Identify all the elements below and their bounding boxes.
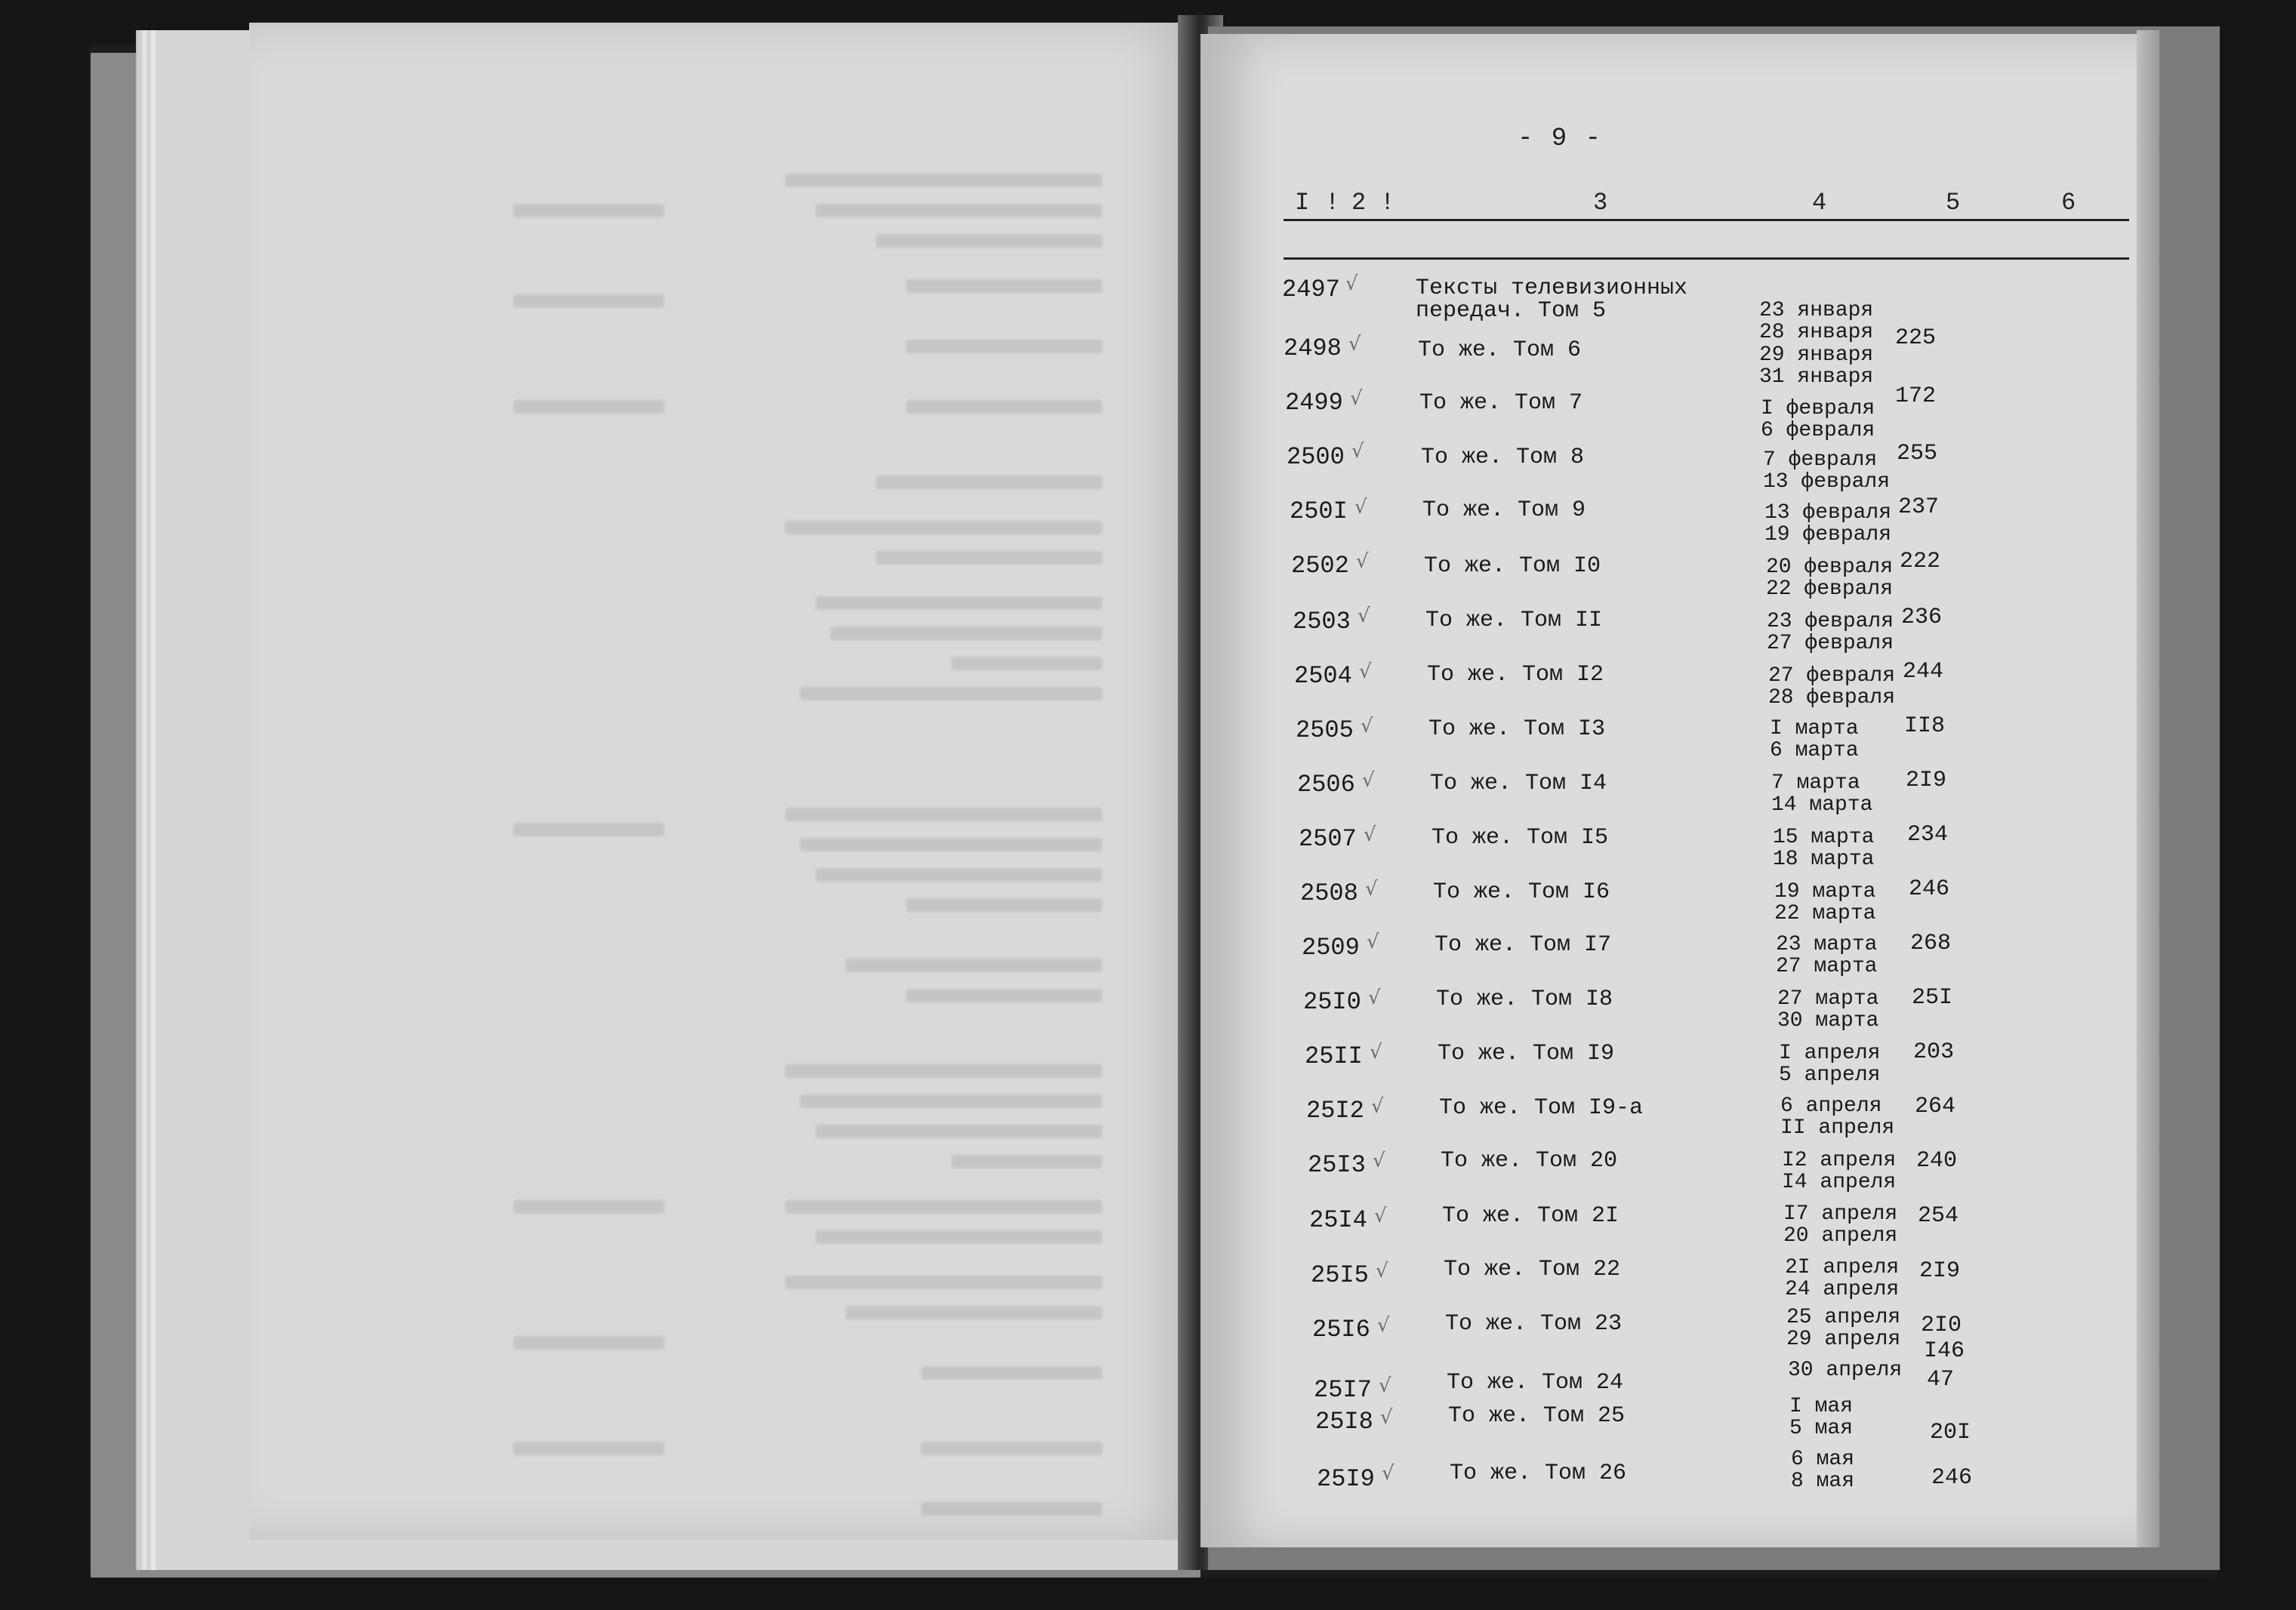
date-start: I7 апреля [1783, 1202, 1898, 1226]
sheet-count: 255 [1897, 441, 1938, 466]
file-number: 2499 [1285, 389, 1343, 417]
file-title: То же. Том I8 [1436, 987, 1613, 1012]
check-mark-icon: √ [1361, 715, 1373, 737]
sheet-count: 2I9 [1906, 768, 1947, 793]
file-title: То же. Том I7 [1435, 932, 1612, 958]
date-start: 25 апреля [1786, 1306, 1901, 1329]
column-header-5: 5 [1946, 189, 1961, 217]
check-mark-icon: √ [1382, 1462, 1395, 1485]
sheet-count: 47 [1927, 1367, 1955, 1393]
sheet-count: 244 [1903, 659, 1944, 685]
date-end: 29 апреля [1786, 1328, 1901, 1351]
file-title: То же. Том 23 [1445, 1311, 1623, 1337]
file-title: То же. Том 8 [1421, 445, 1585, 470]
column-header-6: 6 [2061, 189, 2076, 217]
date-end: 27 марта [1776, 955, 1878, 978]
date-end: I4 апреля [1782, 1171, 1897, 1194]
date-start: 15 марта [1773, 826, 1875, 849]
date-start: 20 февраля [1766, 556, 1894, 579]
date-start: I мая [1789, 1395, 1854, 1418]
date-start: 27 марта [1777, 987, 1879, 1011]
date-end: 19 февраля [1764, 523, 1892, 546]
file-title: То же. Том 24 [1447, 1370, 1624, 1396]
check-mark-icon: √ [1373, 1150, 1385, 1172]
table-row [1200, 822, 2137, 879]
sheet-count: 25I [1912, 985, 1953, 1011]
file-number: 250I [1290, 497, 1348, 525]
file-number: 2507 [1299, 825, 1357, 853]
table-row [1200, 1202, 2137, 1261]
table-row [1200, 1148, 2137, 1205]
left-page [249, 23, 1193, 1540]
check-mark-icon: √ [1351, 440, 1364, 463]
date-end: 24 апреля [1785, 1278, 1900, 1301]
sheet-count: 222 [1900, 549, 1941, 574]
date-end: 22 февраля [1766, 577, 1894, 601]
sheet-count: 172 [1895, 383, 1937, 409]
table-row [1200, 713, 2137, 771]
sheet-count: 268 [1910, 931, 1952, 956]
file-number: 25I0 [1303, 988, 1361, 1016]
date-start: 7 февраля [1763, 448, 1878, 472]
file-number: 2502 [1291, 552, 1349, 580]
sheet-count: 254 [1918, 1203, 1959, 1229]
file-number: 25I5 [1311, 1261, 1369, 1289]
sheet-count: 264 [1915, 1094, 1956, 1119]
file-number: 25I3 [1308, 1151, 1366, 1179]
date-end: 18 марта [1773, 848, 1875, 871]
check-mark-icon: √ [1348, 333, 1361, 356]
table-row [1200, 931, 2137, 988]
date-end: 28 февраля [1768, 686, 1896, 710]
sheet-count: 240 [1916, 1148, 1958, 1174]
check-mark-icon: √ [1354, 496, 1367, 519]
check-mark-icon: √ [1358, 605, 1370, 627]
date-end: 5 мая [1789, 1417, 1854, 1440]
date-end: 27 февраля [1767, 632, 1894, 655]
date-end: 28 января [1759, 321, 1874, 344]
check-mark-icon: √ [1356, 550, 1369, 573]
file-title: То же. Том I2 [1427, 662, 1604, 688]
sheet-count: II8 [1904, 713, 1946, 739]
file-title: То же. Том 20 [1441, 1148, 1618, 1174]
column-header-2: 2 [1351, 189, 1367, 217]
date-start: 7 марта [1771, 771, 1860, 795]
column-header-3: 3 [1593, 189, 1608, 217]
table-row [1200, 1306, 2137, 1370]
table-row [1200, 1039, 2137, 1097]
table-row [1200, 659, 2137, 716]
check-mark-icon: √ [1367, 931, 1379, 953]
file-title: То же. Том 7 [1419, 390, 1583, 416]
check-mark-icon: √ [1370, 1041, 1382, 1064]
check-mark-icon: √ [1365, 878, 1378, 900]
file-title: То же. Том I9 [1438, 1041, 1615, 1067]
file-title: Тексты телевизионных [1416, 276, 1688, 301]
table-row [1200, 1256, 2137, 1316]
header-top-rule [1284, 219, 2129, 221]
table-row [1200, 440, 2137, 497]
file-title: То же. Том 25 [1448, 1403, 1626, 1429]
date-start: 27 февраля [1768, 664, 1896, 688]
file-title: То же. Том 6 [1418, 337, 1582, 363]
file-number: 2508 [1300, 879, 1358, 907]
date-start: 30 апреля [1788, 1359, 1903, 1382]
check-mark-icon: √ [1377, 1314, 1390, 1337]
header-bottom-rule [1284, 257, 2129, 260]
sheet-count: 203 [1913, 1039, 1955, 1065]
table-row [1200, 549, 2137, 606]
date-end: 5 апреля [1779, 1064, 1881, 1087]
file-number: 2506 [1297, 771, 1355, 799]
table-row [1200, 494, 2137, 552]
file-title: То же. Том I9-а [1439, 1095, 1644, 1121]
sheet-count: 237 [1898, 494, 1940, 520]
sheet-count: 225 [1895, 325, 1937, 351]
date-start: 19 марта [1774, 880, 1876, 904]
file-number: 2498 [1284, 334, 1342, 362]
file-number: 25II [1305, 1042, 1363, 1070]
file-number: 25I2 [1306, 1097, 1364, 1125]
table-row [1200, 768, 2137, 825]
date-start: I марта [1770, 717, 1859, 740]
date-end: II апреля [1780, 1116, 1895, 1140]
check-mark-icon: √ [1380, 1406, 1393, 1429]
file-title: То же. Том II [1425, 608, 1603, 633]
sheet-count: 246 [1909, 876, 1950, 902]
date-end: 14 марта [1771, 793, 1873, 817]
file-number: 2503 [1293, 608, 1351, 636]
date-start: I апреля [1779, 1042, 1881, 1065]
check-mark-icon: √ [1345, 272, 1358, 295]
sheet-count-extra: 246 [1931, 1465, 1973, 1491]
file-number: 2497 [1282, 276, 1340, 303]
check-mark-icon: √ [1368, 987, 1381, 1009]
date-start: 29 января [1759, 343, 1874, 367]
check-mark-icon: √ [1362, 769, 1375, 792]
file-title: То же. Том I5 [1432, 825, 1609, 851]
page-number: - 9 - [1518, 125, 1603, 153]
date-start: 6 апреля [1780, 1094, 1882, 1118]
right-page [1200, 34, 2137, 1547]
table-row [1200, 985, 2137, 1042]
check-mark-icon: √ [1379, 1375, 1391, 1397]
file-number: 25I8 [1315, 1408, 1373, 1436]
file-number: 25I6 [1312, 1316, 1370, 1344]
file-number: 25I4 [1309, 1206, 1367, 1234]
file-title: То же. Том I6 [1433, 879, 1610, 905]
date-end: 31 января [1759, 365, 1874, 389]
date-end: 6 февраля [1761, 419, 1875, 442]
table-row [1200, 383, 2137, 443]
sheet-count: 234 [1907, 822, 1949, 848]
file-title: То же. Том I4 [1430, 771, 1607, 796]
sheet-count: 2I9 [1919, 1258, 1961, 1284]
file-title: То же. Том I0 [1424, 553, 1601, 579]
sheet-count: 20I [1930, 1420, 1971, 1445]
check-mark-icon: √ [1371, 1095, 1384, 1118]
date-start: 23 марта [1776, 933, 1878, 956]
date-end: 13 февраля [1763, 470, 1891, 494]
check-mark-icon: √ [1364, 823, 1376, 846]
table-row [1200, 605, 2137, 662]
table-row [1200, 876, 2137, 934]
file-number: 2504 [1294, 662, 1352, 690]
column-header-1: I [1295, 189, 1310, 217]
file-title: То же. Том 26 [1450, 1461, 1627, 1486]
file-number: 2509 [1302, 934, 1360, 962]
table-row [1200, 1094, 2137, 1151]
sheet-count: I46 [1924, 1338, 1965, 1364]
file-number: 2505 [1296, 716, 1354, 744]
check-mark-icon: √ [1359, 660, 1372, 683]
date-start: I2 апреля [1782, 1149, 1897, 1172]
file-number: 2500 [1287, 443, 1345, 471]
date-end: 8 мая [1791, 1470, 1855, 1493]
file-title: То же. Том 2I [1442, 1203, 1620, 1229]
bleed-through-text [249, 23, 1193, 1540]
column-header-sep-2: ! [1380, 189, 1395, 217]
date-end: 22 марта [1774, 902, 1876, 925]
date-start: 2I апреля [1785, 1256, 1900, 1279]
check-mark-icon: √ [1376, 1260, 1388, 1282]
date-end: 6 марта [1770, 739, 1859, 762]
file-number: 25I9 [1317, 1465, 1375, 1493]
file-number: 25I7 [1314, 1376, 1372, 1404]
column-header-sep-1: ! [1325, 189, 1340, 217]
sheet-count: 236 [1901, 605, 1943, 630]
date-end: 20 апреля [1783, 1224, 1898, 1248]
check-mark-icon: √ [1350, 387, 1363, 410]
date-start: 23 января [1759, 299, 1874, 322]
date-start: 6 мая [1791, 1448, 1855, 1471]
column-header-4: 4 [1812, 189, 1827, 217]
date-start: I февраля [1761, 397, 1875, 420]
date-end: 30 марта [1777, 1009, 1879, 1033]
date-start: 23 февраля [1767, 610, 1894, 633]
check-mark-icon: √ [1374, 1205, 1387, 1227]
file-title: То же. Том 9 [1422, 497, 1586, 523]
file-title: То же. Том 22 [1444, 1257, 1621, 1282]
file-title: То же. Том I3 [1428, 716, 1606, 742]
file-title: передач. Том 5 [1416, 298, 1607, 324]
sheet-count: 2I0 [1921, 1313, 1962, 1338]
date-start: 13 февраля [1764, 501, 1892, 525]
right-page-edge [2137, 30, 2159, 1547]
